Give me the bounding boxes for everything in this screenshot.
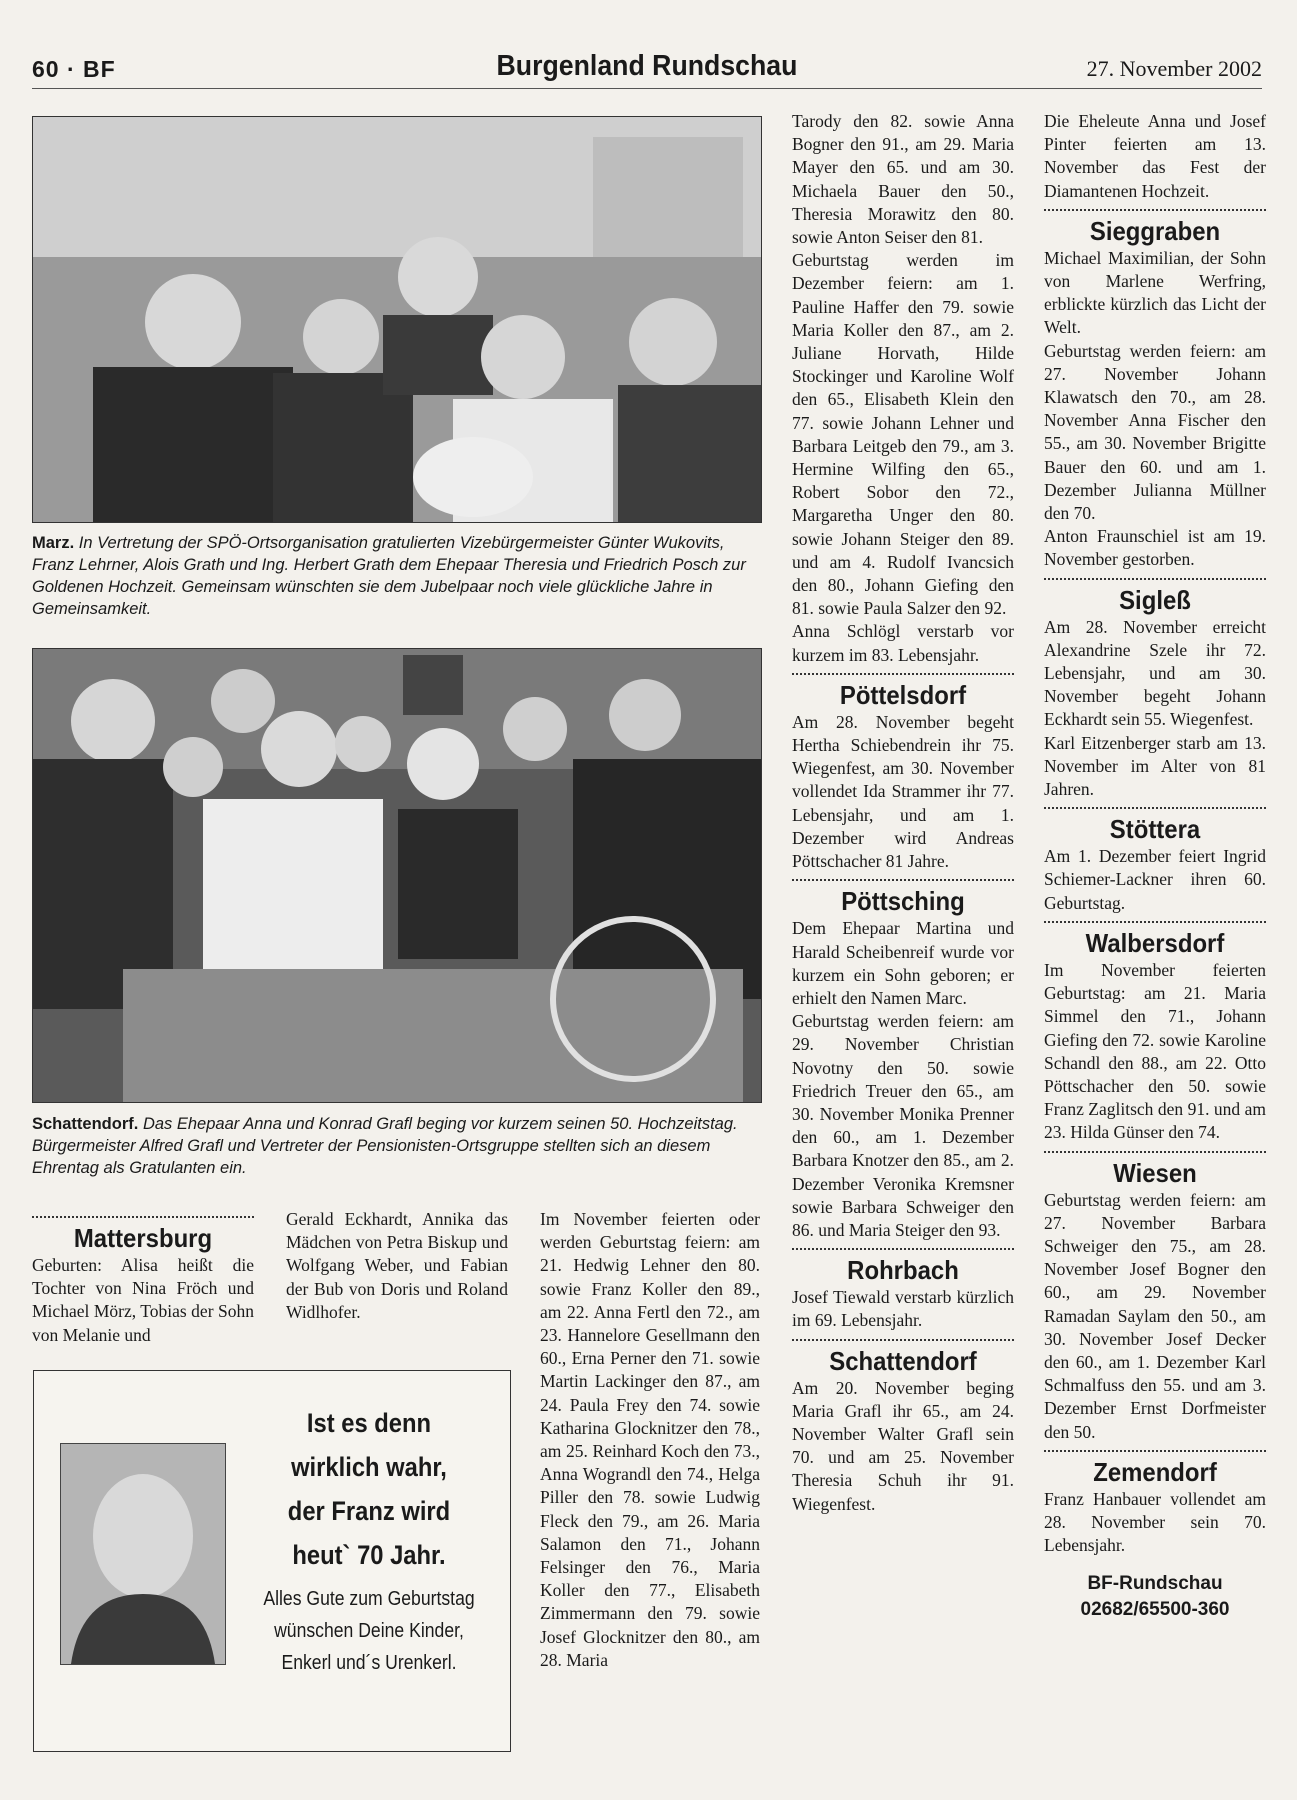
section-divider: [1044, 209, 1266, 211]
ad-wish-line: wünschen Deine Kinder,: [274, 1620, 464, 1642]
mattersburg-column-a: [32, 1210, 254, 1347]
ad-headline: [259, 1401, 479, 1577]
column-four: [1044, 110, 1266, 1623]
walbersdorf-text: Im November feierten Geburtstag: am 21. Maria Simmel den 71., Johann Giefing den 72. sowie Karoline Schandl den 88., am 22. Otto Pöttschacher den 50. sowie Franz Zaglitsch den 91. und am 23. Hilda Günser den 74.: [1044, 959, 1266, 1143]
birthday-advertisement: [33, 1370, 511, 1752]
column-three: [792, 110, 1014, 1516]
poettsching-birth: Dem Ehepaar Martina und Harald Scheibenreif wurde vor kurzem ein Sohn geboren; er erhielt den Namen Marc.: [792, 918, 1014, 1008]
photo-caption-marz: [32, 532, 762, 620]
group-photo-icon: [33, 649, 761, 1102]
mattersburg-birthdays-continued: Tarody den 82. sowie Anna Bogner den 91., am 29. Maria Mayer den 65. und am 30. Michaela Bauer den 50., Theresia Morawitz den 80. sowie Anton Seiser den 81.: [792, 111, 1014, 248]
photo-schattendorf-couple: [32, 648, 762, 1103]
zemendorf-text: Franz Hanbauer vollendet am 28. November sein 70. Lebensjahr.: [1044, 1488, 1266, 1556]
section-heading-mattersburg: Mattersburg: [73, 1223, 213, 1253]
schattendorf-text: Am 20. November beging Maria Grafl ihr 65., am 24. November Walter Grafl sein 70. und am 25. November Theresia Schuh ihr 91. Wiegenfest.: [792, 1377, 1014, 1514]
mattersburg-births: Geburten: Alisa heißt die Tochter von Nina Fröch und Michael Mörz, Tobias der Sohn von Melanie und: [32, 1255, 254, 1345]
ad-headline-line: der Franz wird: [287, 1496, 451, 1526]
group-photo-icon: [33, 117, 761, 522]
wiesen-text: Geburtstag werden feiern: am 27. November Barbara Schweiger den 75., am 28. November Josef Bogner den 60., am 29. November Ramadan Saylam den 50., am 30. November Josef Decker den 60., am 1. Dezember Karl Schmalfuss den 55. und am 3. Dezember Ernst Dorfmeister den 50.: [1044, 1189, 1266, 1442]
section-divider: [792, 1248, 1014, 1250]
section-divider: [792, 879, 1014, 881]
ad-wishes: [259, 1583, 479, 1679]
sigless-death: Karl Eitzenberger starb am 13. November im Alter von 81 Jahren.: [1044, 732, 1266, 800]
section-heading-sigless: Sigleß: [1119, 584, 1191, 615]
section-heading-sieggraben: Sieggraben: [1089, 215, 1221, 246]
poettsching-birthdays: Geburtstag werden feiern: am 29. November Christian Novotny den 50. sowie Friedrich Treuer den 65., am 30. November Monika Prenner den 60., am 1. Dezember Barbara Knotzer den 85., am 2. Dezember Veronika Kremsner sowie Barbara Schweiger den 86. und Maria Steiger den 93.: [792, 1011, 1014, 1240]
photo-marz-couple: [32, 116, 762, 523]
section-divider: [1044, 578, 1266, 580]
section-heading-walbersdorf: Walbersdorf: [1085, 927, 1225, 958]
pinter-anniversary: Die Eheleute Anna und Josef Pinter feierten am 13. November das Fest der Diamantenen Hochzeit.: [1044, 111, 1266, 201]
caption-text: In Vertretung der SPÖ-Ortsorganisation gratulierten Vizebürgermeister Günter Wukovits, Franz Lehrner, Alois Grath und Ing. Herbert Grath dem Ehepaar Theresia und Friedrich Posch zur Goldenen Hochzeit. Gemeinsam wünschten sie dem Jubelpaar noch viele glückliche Jahre in Gemeinsamkeit.: [32, 534, 746, 618]
ad-wish-line: Enkerl und´s Urenkerl.: [281, 1652, 457, 1674]
section-heading-wiesen: Wiesen: [1113, 1157, 1197, 1188]
rohrbach-text: Josef Tiewald verstarb kürzlich im 69. Lebensjahr.: [792, 1287, 1014, 1331]
caption-text: Das Ehepaar Anna und Konrad Grafl beging vor kurzem seinen 50. Hochzeitstag. Bürgermeister Alfred Grafl und Vertreter der Pensionisten-Ortsgruppe stellten sich an diesem Ehrentag als Gratulanten ein.: [32, 1115, 738, 1177]
newspaper-title: Burgenland Rundschau: [496, 50, 798, 82]
section-divider: [1044, 921, 1266, 923]
section-heading-rohrbach: Rohrbach: [847, 1255, 959, 1286]
section-heading-poettsching: Pöttsching: [841, 886, 965, 917]
sieggraben-birth: Michael Maximilian, der Sohn von Marlene Werfring, erblickte kürzlich das Licht der Welt.: [1044, 247, 1266, 338]
section-heading-zemendorf: Zemendorf: [1093, 1456, 1217, 1487]
section-divider: [1044, 807, 1266, 809]
section-divider: [32, 1216, 254, 1218]
sigless-birthdays: Am 28. November erreicht Alexandrine Szele ihr 72. Lebensjahr, und am 30. November begeht Johann Eckhardt sein 55. Wiegenfest.: [1044, 616, 1266, 730]
caption-place: Schattendorf.: [32, 1115, 139, 1133]
contact-name: BF-Rundschau: [1087, 1573, 1223, 1595]
mattersburg-column-b: [286, 1208, 508, 1324]
section-divider: [1044, 1450, 1266, 1452]
issue-date: 27. November 2002: [1086, 56, 1262, 81]
mattersburg-december-birthdays: Geburtstag werden im Dezember feiern: am 1. Pauline Haffer den 79. sowie Maria Koller den 87., am 2. Juliane Horvath, Hilde Stockinger und Karoline Wolf den 65., Elisabeth Klein den 77. sowie Johann Lehner und Barbara Leitgeb den 79., am 3. Hermine Wilfing den 65., Robert Sobor den 72., Margaretha Unger den 80. sowie Johann Steiger den 89. und am 4. Rudolf Ivancsich den 80., Johann Giefing den 81. sowie Paula Salzer den 92.: [792, 250, 1014, 619]
photo-caption-schattendorf: [32, 1113, 762, 1179]
poettelsdorf-text: Am 28. November begeht Hertha Schiebendrein ihr 75. Wiegenfest, am 30. November vollendet Ida Strammer ihr 77. Lebensjahr, und am 1. Dezember wird Andreas Pöttschacher 81 Jahre.: [792, 711, 1014, 872]
portrait-photo-icon: [61, 1444, 225, 1664]
ad-headline-line: wirklich wahr,: [291, 1452, 447, 1482]
sieggraben-birthdays: Geburtstag werden feiern: am 27. November Johann Klawatsch den 70., am 28. November Anna Fischer den 55., am 30. November Brigitte Bauer den 60. und am 1. Dezember Julianna Müllner den 70.: [1044, 340, 1266, 524]
section-heading-schattendorf: Schattendorf: [829, 1345, 977, 1376]
mattersburg-birthdays: Im November feierten oder werden Geburtstag feiern: am 21. Hedwig Lehner den 80. sowie Franz Koller den 89., am 22. Anna Fertl den 72., am 23. Hannelore Gesellmann den 60., Erna Perner den 71. sowie Martin Lackinger den 87., am 24. Paula Frey den 74. sowie Katharina Glocknitzer den 78., am 25. Reinhard Koch den 73., Anna Wograndl den 74., Helga Piller den 78. sowie Ludwig Fleck den 79., am 26. Maria Salamon den 71., Johann Felsinger den 76., Maria Koller den 77., Elisabeth Zimmermann den 79. sowie Josef Glocknitzer den 80., am 28. Maria: [540, 1209, 760, 1670]
ad-wish-line: Alles Gute zum Geburtstag: [263, 1588, 475, 1610]
section-divider: [792, 673, 1014, 675]
contact-phone: 02682/65500-360: [1080, 1599, 1230, 1621]
sieggraben-death: Anton Fraunschiel ist am 19. November gestorben.: [1044, 526, 1266, 570]
section-heading-stoettera: Stöttera: [1109, 814, 1201, 845]
section-divider: [792, 1339, 1014, 1341]
section-divider: [1044, 1151, 1266, 1153]
mattersburg-death-notice: Anna Schlögl verstarb vor kurzem im 83. Lebensjahr.: [792, 621, 1014, 665]
mattersburg-births-continued: Gerald Eckhardt, Annika das Mädchen von Petra Biskup und Wolfgang Weber, und Fabian der Bub von Doris und Roland Widlhofer.: [286, 1209, 508, 1322]
page-header: [32, 44, 1262, 89]
mattersburg-column-c: [540, 1208, 760, 1672]
section-heading-poettelsdorf: Pöttelsdorf: [839, 679, 967, 710]
ad-headline-line: heut` 70 Jahr.: [292, 1540, 446, 1570]
ad-headline-line: Ist es denn: [306, 1408, 432, 1438]
ad-photo: [60, 1443, 226, 1665]
stoettera-text: Am 1. Dezember feiert Ingrid Schiemer-Lackner ihren 60. Geburtstag.: [1044, 846, 1266, 913]
caption-place: Marz.: [32, 534, 75, 552]
page-number: 60 · BF: [32, 56, 116, 82]
